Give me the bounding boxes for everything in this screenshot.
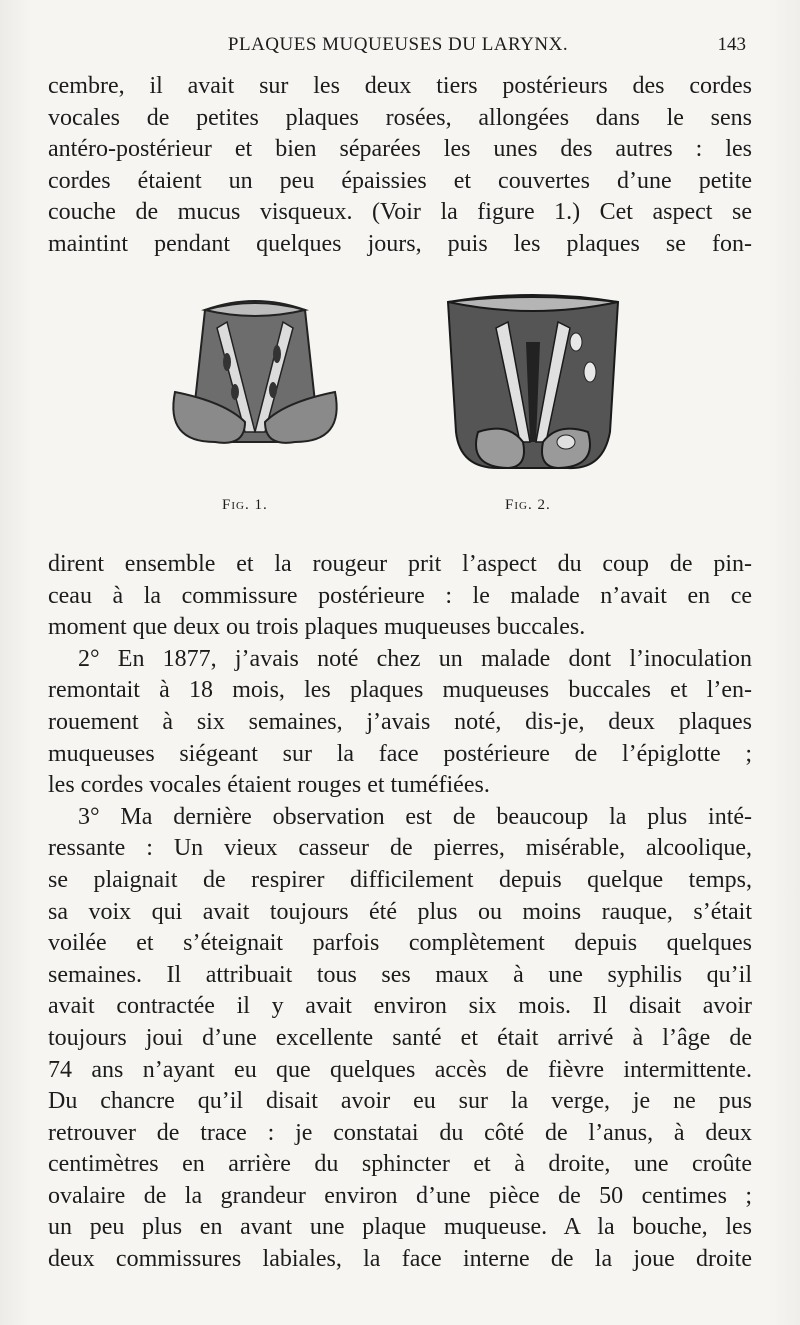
text-line: voilée et s’éteignait parfois complètement depuis quelques — [48, 930, 752, 957]
text-line: muqueuses siégeant sur la face postérieure de l’épiglotte ; — [48, 740, 752, 767]
text-line: 3° Ma dernière observation est de beaucoup la plus inté- — [78, 803, 752, 830]
larynx-illustration-2 — [438, 292, 628, 472]
text-line: rouement à six semaines, j’avais noté, dis-je, deux plaques — [48, 708, 752, 735]
text-line: centimètres en arrière du sphincter et à droite, une croûte — [48, 1151, 752, 1178]
text-line: avait contractée il y avait environ six mois. Il disait avoir — [48, 993, 752, 1020]
text-line: vocales de petites plaques rosées, allongées dans le sens — [48, 104, 752, 131]
text-line: toujours joui d’une excellente santé et était arrivé à l’âge de — [48, 1024, 752, 1051]
larynx-illustration-1 — [165, 292, 345, 452]
text-line: dirent ensemble et la rougeur prit l’aspect du coup de pin- — [48, 551, 752, 577]
text-line: moment que deux ou trois plaques muqueuses buccales. — [48, 614, 586, 641]
text-line: deux commissures labiales, la face interne de la joue droite — [48, 1246, 752, 1273]
figures-area — [160, 292, 640, 522]
paragraph-top — [48, 71, 752, 261]
figure-1-larynx-illustration — [165, 292, 345, 456]
text-line: maintint pendant quelques jours, puis les plaques se fon- — [48, 230, 752, 257]
text-line: un peu plus en avant une plaque muqueuse. A la bouche, les — [48, 1214, 752, 1241]
page-header — [48, 34, 748, 62]
text-line: cordes étaient un peu épaissies et couvertes d’une petite — [48, 167, 752, 194]
figure-1-caption: Fig. 1. — [222, 497, 268, 513]
text-line: retrouver de trace : je constatai du côté de l’anus, à deux — [48, 1119, 752, 1146]
text-line: les cordes vocales étaient rouges et tuméfiées. — [48, 772, 490, 799]
figure-2-caption: Fig. 2. — [505, 497, 551, 513]
text-line: se plaignait de respirer difficilement depuis quelque temps, — [48, 866, 752, 893]
figure-2-larynx-illustration — [438, 292, 628, 476]
text-line: Du chancre qu’il disait avoir eu sur la verge, je ne pus — [48, 1088, 752, 1115]
text-line: 2° En 1877, j’avais noté chez un malade dont l’inoculation — [78, 645, 752, 672]
text-line: couche de mucus visqueux. (Voir la figure 1.) Cet aspect se — [48, 199, 752, 226]
text-line: sa voix qui avait toujours été plus ou moins rauque, s’était — [48, 898, 752, 925]
text-line: 74 ans n’ayant eu que quelques accès de fièvre intermittente. — [48, 1056, 752, 1083]
page-number: 143 — [717, 34, 746, 55]
text-line: cembre, il avait sur les deux tiers postérieurs des cordes — [48, 73, 752, 99]
text-line: ressante : Un vieux casseur de pierres, misérable, alcoolique, — [48, 835, 752, 862]
text-line: antéro-postérieur et bien séparées les unes des autres : les — [48, 136, 752, 163]
paragraph-bottom — [48, 549, 752, 1276]
text-line: ovalaire de la grandeur environ d’une pièce de 50 centimes ; — [48, 1182, 752, 1209]
text-line: remontait à 18 mois, les plaques muqueuses buccales et l’en- — [48, 677, 752, 704]
running-title: PLAQUES MUQUEUSES DU LARYNX. — [227, 34, 569, 55]
text-line: ceau à la commissure postérieure : le malade n’avait en ce — [48, 582, 752, 609]
text-line: semaines. Il attribuait tous ses maux à une syphilis qu’il — [48, 961, 752, 988]
